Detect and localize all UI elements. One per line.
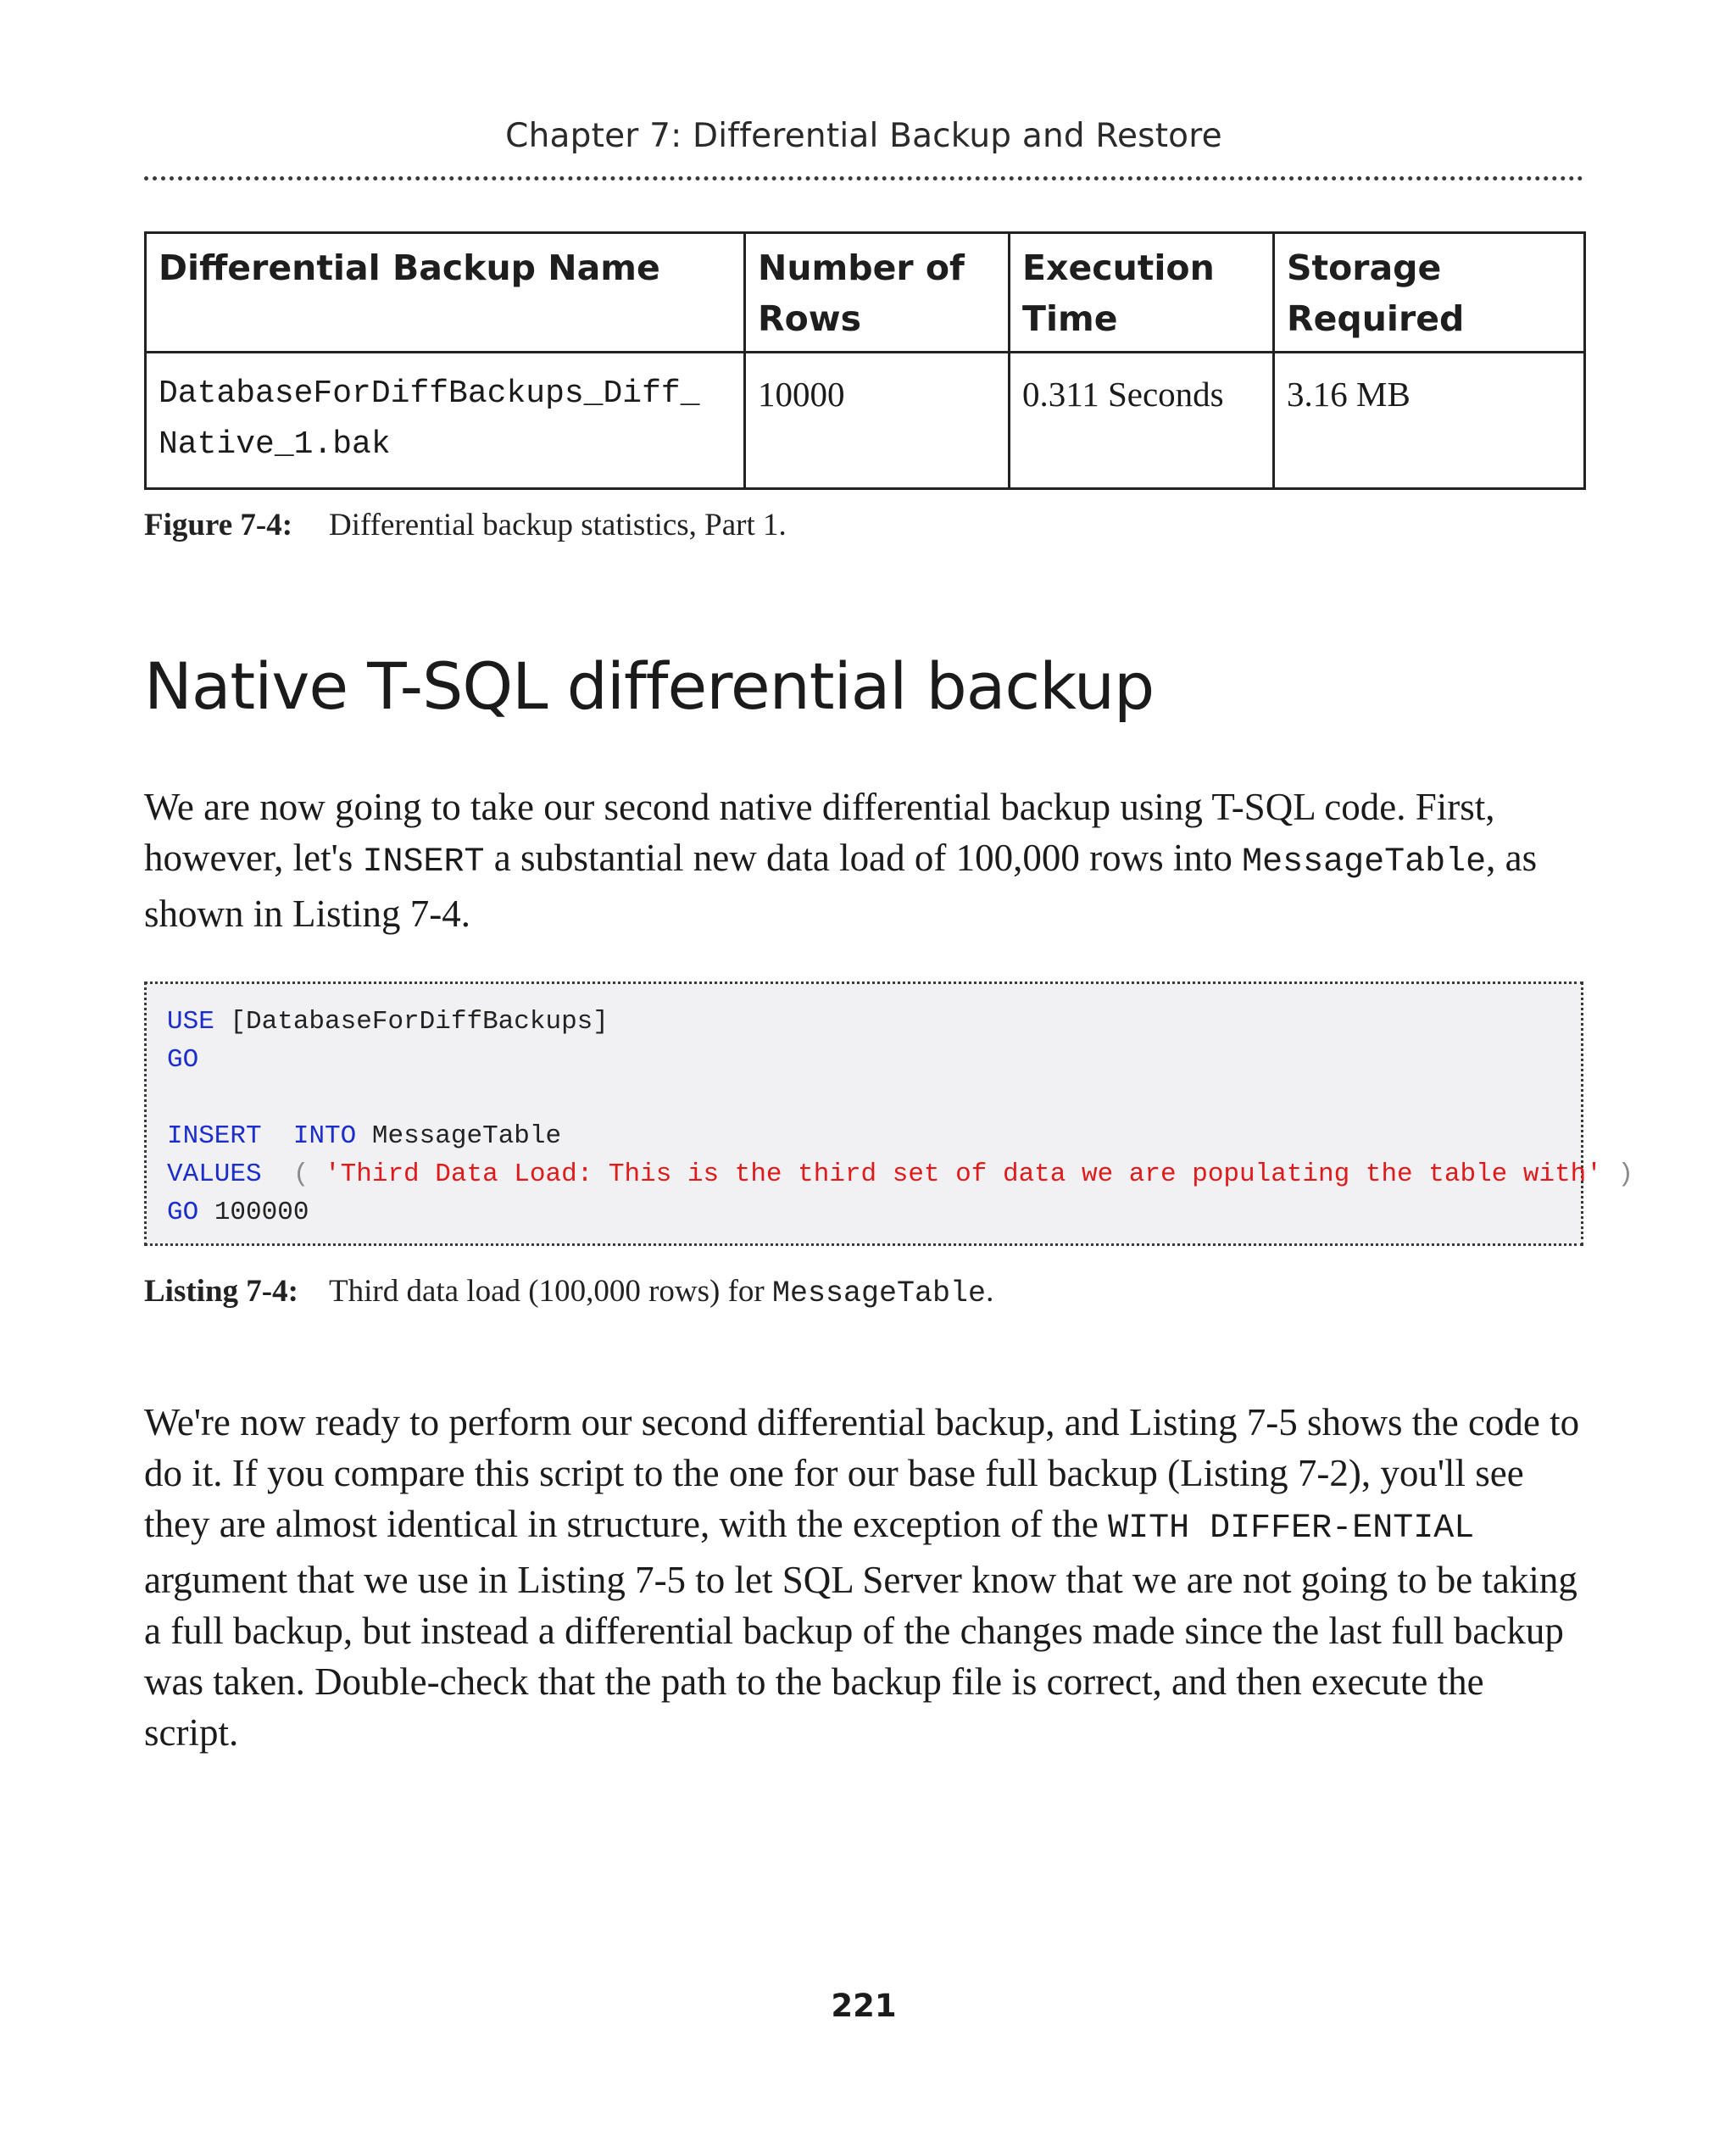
- column-header-storage: Storage Required: [1274, 233, 1585, 353]
- listing-label: Listing 7-4:: [144, 1274, 298, 1309]
- code-listing: [144, 982, 1634, 1246]
- paragraph-text: a substantial new data load of 100,000 rows into: [484, 837, 1243, 879]
- listing-text: Third data load (100,000 rows) for: [329, 1274, 773, 1309]
- backup-name-part1: DatabaseForDiffBackups_Diff_: [159, 375, 700, 412]
- code-text: MessageTable: [356, 1121, 562, 1151]
- figure-text: Differential backup statistics, Part 1.: [329, 508, 787, 542]
- figure-caption: [144, 507, 787, 543]
- table-row: [146, 353, 1585, 489]
- column-header-rows: Number of Rows: [745, 233, 1010, 353]
- column-header-execution-time: Execution Time: [1010, 233, 1274, 353]
- figure-label: Figure 7-4:: [144, 508, 293, 542]
- listing-text-end: .: [986, 1274, 994, 1309]
- table-header-row: [146, 233, 1585, 353]
- listing-caption: [144, 1273, 993, 1310]
- cell-execution-time: 0.311 Seconds: [1010, 353, 1274, 489]
- running-header: Chapter 7: Differential Backup and Restore: [505, 117, 1222, 155]
- column-header-backup-name: Differential Backup Name: [146, 233, 745, 353]
- cell-storage: 3.16 MB: [1274, 353, 1585, 489]
- paragraph-text: We are now going to take our second native differential backup using T-SQL code. First, however, let's: [144, 786, 1495, 879]
- inline-code: MessageTable: [772, 1276, 987, 1310]
- inline-code: INSERT: [362, 843, 485, 881]
- inline-code: WITH DIFFER-ENTIAL: [1108, 1510, 1475, 1548]
- intro-paragraph: [144, 781, 1583, 939]
- code-punctuation: ): [1601, 1159, 1634, 1189]
- sql-keyword: GO: [167, 1198, 199, 1227]
- paragraph-text: , as shown in Listing 7-4.: [144, 837, 1538, 935]
- sql-keyword: INTO: [292, 1121, 357, 1151]
- inline-code: MessageTable: [1242, 843, 1487, 881]
- differential-backup-stats-table: [144, 231, 1586, 490]
- cell-rows: 10000: [745, 353, 1010, 489]
- code-text: 100000: [198, 1198, 309, 1227]
- paragraph-text: We're now ready to perform our second differential backup, and Listing 7-5 shows the code to do it. If you compare this script to the one for our base full backup (Listing 7-2), you'll see they are almost identical in structure, with the exception of the: [144, 1401, 1580, 1545]
- sql-keyword: GO: [167, 1045, 199, 1075]
- section-heading: Native T-SQL differential backup: [144, 648, 1155, 724]
- code-text: [262, 1121, 293, 1151]
- body-paragraph: [144, 1397, 1583, 1758]
- header-divider: [144, 176, 1583, 181]
- page-number: 221: [831, 1988, 897, 2024]
- paragraph-text: argument that we use in Listing 7-5 to let SQL Server know that we are not going to be taking a full backup, but instead a differential backup of the changes made since the last full backup was taken. Double-check that the path to the backup file is correct, and then execute the script.: [144, 1559, 1577, 1754]
- sql-string: 'Third Data Load: This is the third set of data we are populating the table with': [325, 1159, 1602, 1189]
- code-text: [DatabaseForDiffBackups]: [214, 1007, 609, 1037]
- code-block: [167, 1003, 1633, 1232]
- cell-backup-name: [146, 353, 745, 489]
- backup-name-part2: Native_1.bak: [159, 426, 391, 463]
- code-punctuation: (: [261, 1159, 326, 1189]
- sql-keyword: USE: [167, 1007, 214, 1037]
- sql-keyword: INSERT: [167, 1121, 262, 1151]
- sql-keyword: VALUES: [167, 1159, 262, 1189]
